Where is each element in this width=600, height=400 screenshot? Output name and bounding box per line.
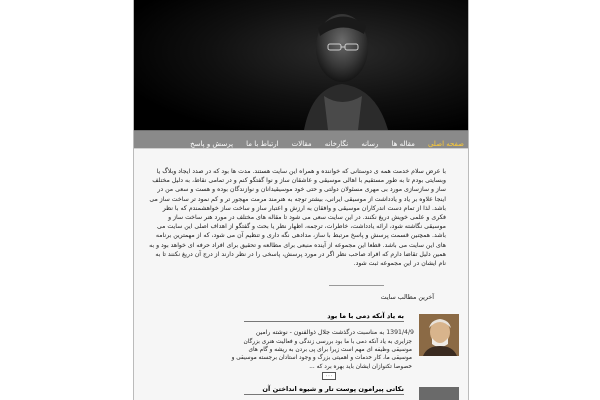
header-portrait-image xyxy=(284,0,394,130)
post-excerpt: جزایری به یاد آنکه دمی با ما بود بررسی زندگی و فعالیت هنری بزرگان موسیقی وظیفه ای مهم است زیرا برای پی بردن به ریشه و گام های موسیقی ما، کار خدمات و اهمیتی بزرگ و وجود استادان برجسته موسیقی و خصوصا تکنوازان ایشان باید بهره برد که ... xyxy=(231,339,412,370)
nav-articles-link[interactable]: مقاله ها xyxy=(391,140,415,148)
read-more-button[interactable]: ۰۰۰ xyxy=(322,372,336,380)
post-thumbnail-image[interactable] xyxy=(419,314,459,356)
nav-home-link[interactable]: صفحه اصلی xyxy=(427,140,464,148)
nav-gallery-link[interactable]: نگارخانه xyxy=(324,140,349,148)
nav-papers-link[interactable]: مقالات xyxy=(291,140,312,148)
nav-contact-link[interactable]: ارتباط با ما xyxy=(246,140,279,148)
nav-qa-link[interactable]: پرسش و پاسخ xyxy=(190,140,234,148)
post-meta-text: به مناسبت درگذشت جلال ذوالفنون - نوشته رامین xyxy=(255,329,385,336)
main-navbar xyxy=(134,130,468,149)
post-title-link-2[interactable]: نکاتی پیرامون پوست تار و شیوه انداختن آن xyxy=(244,385,404,395)
intro-text: با عرض سلام خدمت همه ی دوستانی که خواننده و همراه این سایت هستند. مدت ها بود که در صدد ایجاد وبلاگ یا وبسایتی بودم تا به طور مستقیم با اهالی موسیقی و عاشقان ساز و نوا گفتگو کنم و در تمامی نقاط، به دلیل مختلف ساز و سازسازی مورد بی مهری مسئولان دولتی و حتی خود موسیقیدانان و نوازندگان بوده و هست و سعی من در اینجا علاوه بر یاد و یادداشت از موسیقی ایرانی، بیشتر توجه به هنرمند مرمت مهجور تر و کم نمود تر ساخت ساز می باشد. لذا از تمام دست اندرکاران موسیقی و وافقان به ارزش و اعتبار ساز و ساخت ساز خواهشمندم که با نظر فکری و علمی خویش دریغ نکنند. در این سایت سعی می شود تا مقاله های مختلف در مورد هنر ساخت ساز و موسیقی نگاشته شود، ارائه یادداشت، خاطرات، ترجمه، اظهار نظر یا بحث و گفتگو از اهداف اصلی این سایت می باشد. همچنین قسمت پرسش و پاسخ مرتبط با ساز، مدادهی نگه داری و تنظیم آن می شود، که از مهمترین برنامه های این سایت می باشد. قطعا این مجموعه از آینده منبعی برای مطالعه و تحقیق برای افراد حرفه ای خواهد بود و به همین دلیل تقاضا دارم که افراد صاحب نظر اگر در مورد پرسش، پاسخی را در نظر دارند از درج آن دریغ نکنند تا به نام ایشان در این مجموعه ثبت شود. xyxy=(149,168,446,268)
section-divider xyxy=(329,285,384,286)
page-frame xyxy=(133,0,469,400)
musician-photo xyxy=(419,314,459,356)
main-content xyxy=(134,149,468,400)
post-title-link[interactable]: به یاد آنکه دمی با ما بود xyxy=(244,312,404,322)
latest-posts-heading: آخرین مطالب سایت xyxy=(380,294,434,301)
header-banner xyxy=(134,0,468,130)
post-thumbnail-image-2[interactable] xyxy=(419,387,459,400)
nav-media-link[interactable]: رسانه xyxy=(361,140,379,148)
post-meta xyxy=(234,329,414,336)
post-date: 1391/4/9 xyxy=(386,329,414,336)
